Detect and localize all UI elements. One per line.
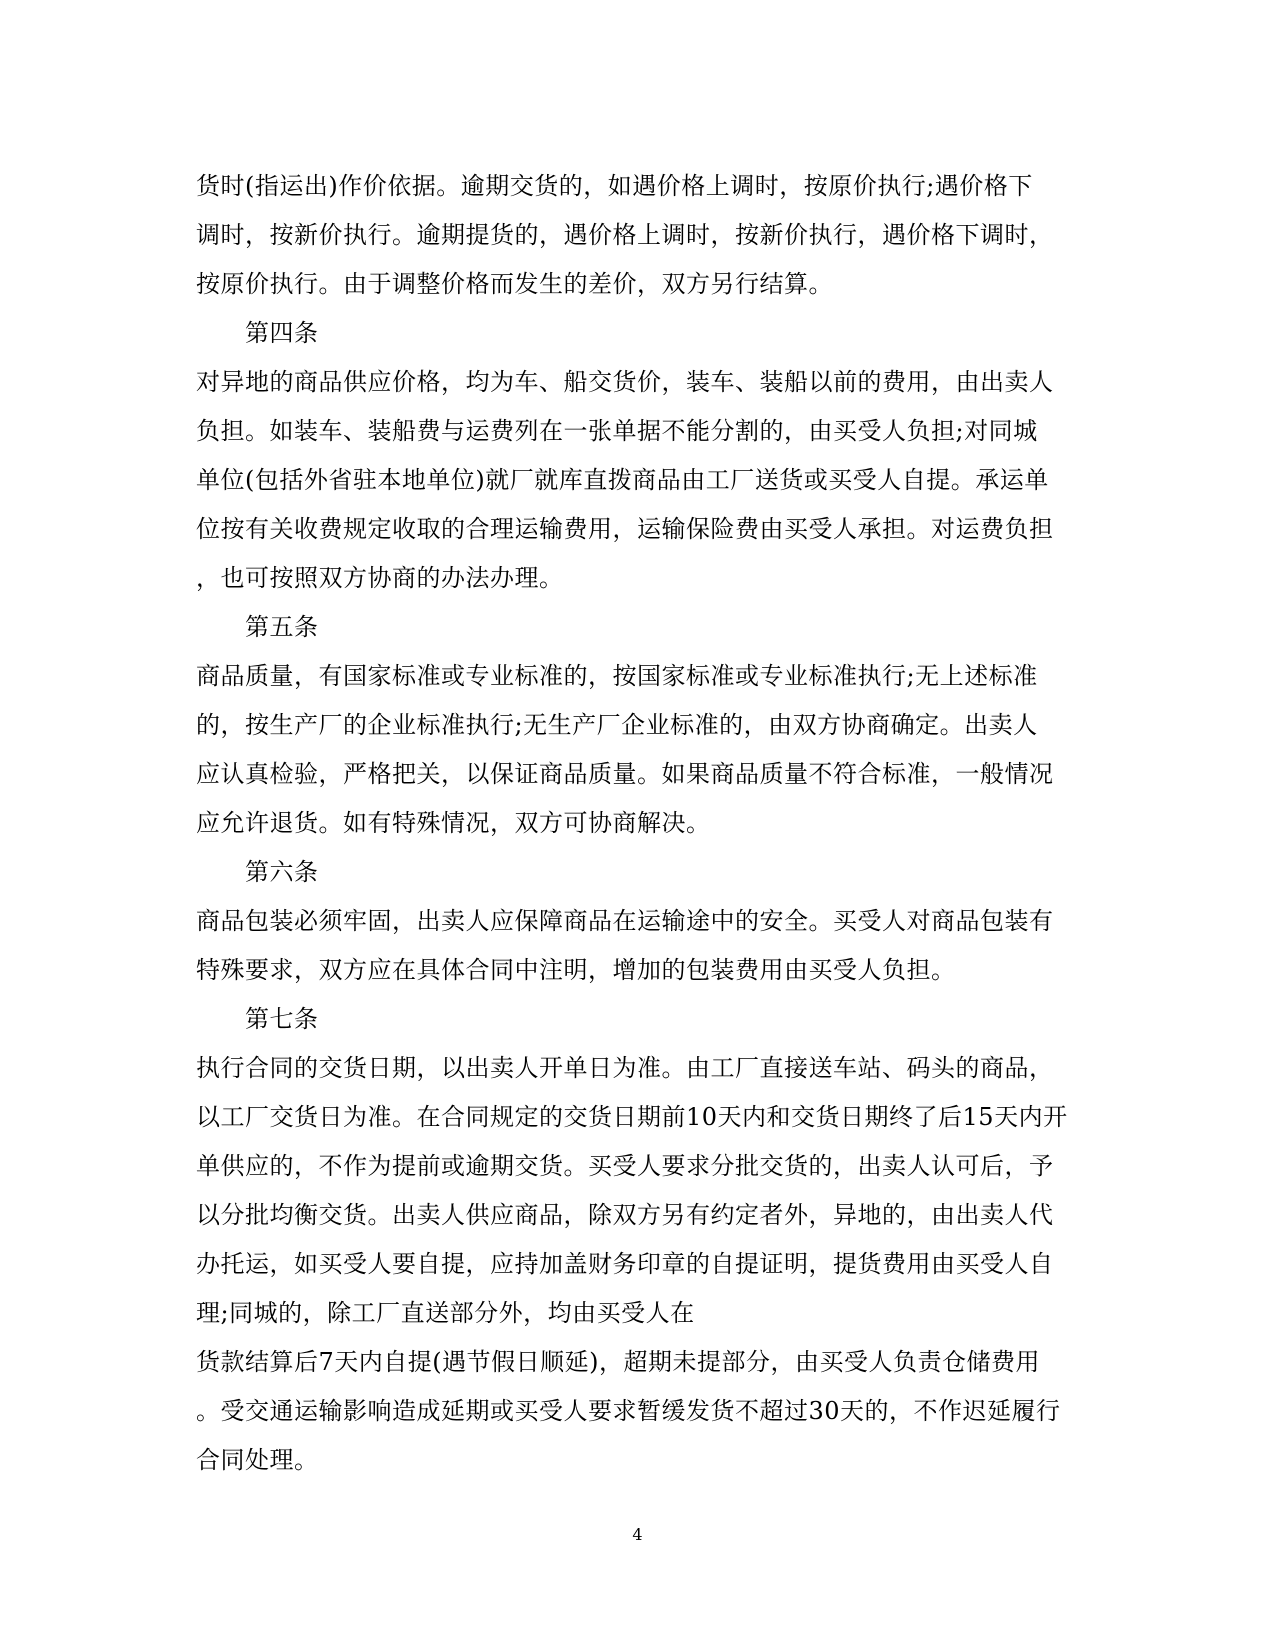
body-text-line: 特殊要求，双方应在具体合同中注明，增加的包装费用由买受人负担。 — [196, 956, 956, 984]
body-text-line: ，也可按照双方协商的办法办理。 — [196, 564, 564, 592]
body-text-line: 调时，按新价执行。逾期提货的，遇价格上调时，按新价执行，遇价格下调时， — [196, 221, 1054, 249]
body-text-line: 负担。如装车、装船费与运费列在一张单据不能分割的，由买受人负担;对同城 — [196, 417, 1038, 445]
body-text-line: 应认真检验，严格把关，以保证商品质量。如果商品质量不符合标准，一般情况 — [196, 760, 1054, 788]
body-text-line: 货款结算后7天内自提(遇节假日顺延)，超期未提部分，由买受人负责仓储费用 — [196, 1348, 1040, 1376]
body-text-line: 执行合同的交货日期，以出卖人开单日为准。由工厂直接送车站、码头的商品， — [196, 1054, 1054, 1082]
body-text-line: 单供应的，不作为提前或逾期交货。买受人要求分批交货的，出卖人认可后，予 — [196, 1152, 1054, 1180]
body-text-line: 位按有关收费规定收取的合理运输费用，运输保险费由买受人承担。对运费负担 — [196, 515, 1054, 543]
body-text-line: 对异地的商品供应价格，均为车、船交货价，装车、装船以前的费用，由出卖人 — [196, 368, 1054, 396]
body-text-line: 商品包装必须牢固，出卖人应保障商品在运输途中的安全。买受人对商品包装有 — [196, 907, 1054, 935]
body-text-line: 理;同城的，除工厂直送部分外，均由买受人在 — [196, 1299, 695, 1327]
article-heading: 第四条 — [245, 319, 319, 347]
body-text-line: 办托运，如买受人要自提，应持加盖财务印章的自提证明，提货费用由买受人自 — [196, 1250, 1054, 1278]
body-text-line: 合同处理。 — [196, 1446, 319, 1474]
article-heading: 第七条 — [245, 1005, 319, 1033]
page-number: 4 — [632, 1525, 643, 1544]
body-text-line: 货时(指运出)作价依据。逾期交货的，如遇价格上调时，按原价执行;遇价格下 — [196, 172, 1033, 200]
body-text-line: 以分批均衡交货。出卖人供应商品，除双方另有约定者外，异地的，由出卖人代 — [196, 1201, 1054, 1229]
body-text-line: 。受交通运输影响造成延期或买受人要求暂缓发货不超过30天的，不作迟延履行 — [196, 1397, 1061, 1425]
body-text-line: 单位(包括外省驻本地单位)就厂就库直拨商品由工厂送货或买受人自提。承运单 — [196, 466, 1049, 494]
body-text-line: 应允许退货。如有特殊情况，双方可协商解决。 — [196, 809, 711, 837]
document-body — [196, 162, 1076, 1485]
body-text-line: 商品质量，有国家标准或专业标准的，按国家标准或专业标准执行;无上述标准 — [196, 662, 1038, 690]
article-heading: 第六条 — [245, 858, 319, 886]
body-text-line: 以工厂交货日为准。在合同规定的交货日期前10天内和交货日期终了后15天内开 — [196, 1103, 1068, 1131]
body-text-line: 的，按生产厂的企业标准执行;无生产厂企业标准的，由双方协商确定。出卖人 — [196, 711, 1038, 739]
article-heading: 第五条 — [245, 613, 319, 641]
body-text-line: 按原价执行。由于调整价格而发生的差价，双方另行结算。 — [196, 270, 833, 298]
